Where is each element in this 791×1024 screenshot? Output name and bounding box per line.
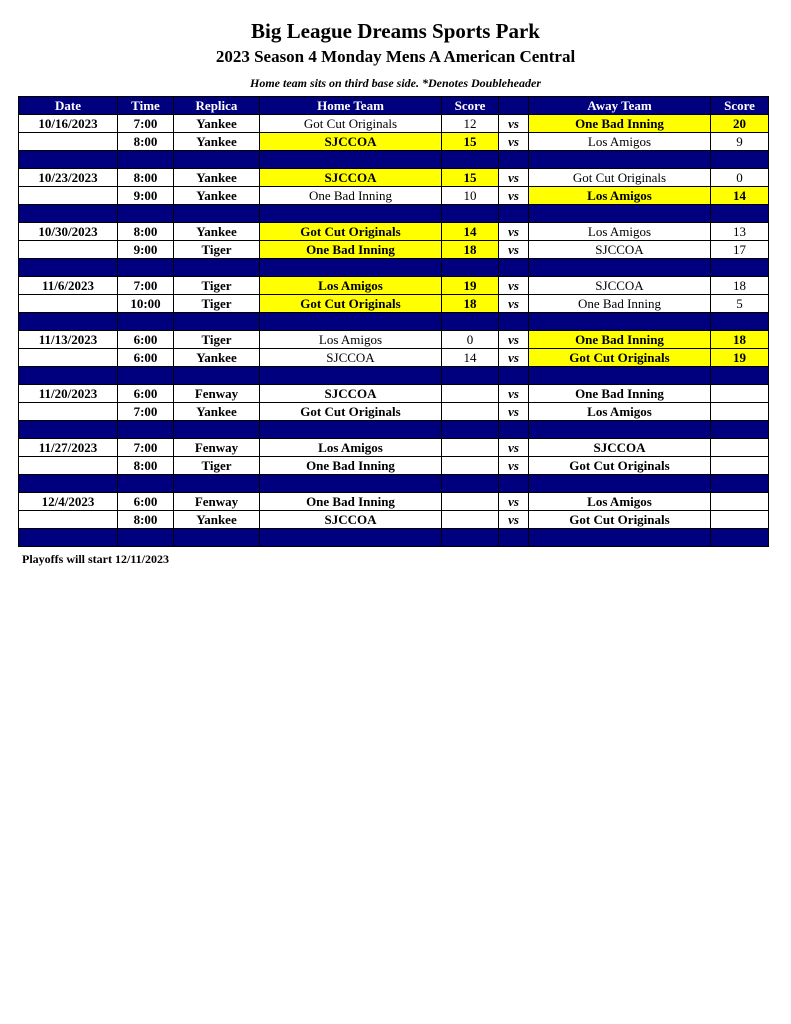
game-row [19,169,769,187]
date-cell [19,349,118,367]
time-cell: 7:00 [118,115,174,133]
away-team-cell: Los Amigos [529,187,711,205]
separator-cell [260,421,442,439]
separator-cell [529,205,711,223]
away-score-cell: 19 [711,349,769,367]
replica-cell: Yankee [174,169,260,187]
home-score-cell [442,457,499,475]
home-team-cell: Got Cut Originals [260,295,442,313]
home-score-cell [442,493,499,511]
week-separator-row [19,205,769,223]
separator-cell [19,313,118,331]
home-score-cell: 19 [442,277,499,295]
away-score-cell: 5 [711,295,769,313]
date-cell [19,403,118,421]
separator-cell [711,529,769,547]
date-cell [19,295,118,313]
separator-cell [118,475,174,493]
home-team-cell: SJCCOA [260,169,442,187]
game-row [19,439,769,457]
playoffs-note: Playoffs will start 12/11/2023 [22,552,169,566]
home-score-cell: 14 [442,223,499,241]
separator-cell [19,367,118,385]
time-cell: 8:00 [118,169,174,187]
date-cell [19,133,118,151]
date-cell [19,241,118,259]
replica-cell: Fenway [174,493,260,511]
home-score-cell: 0 [442,331,499,349]
col-header-home-team: Home Team [260,97,442,115]
separator-cell [19,421,118,439]
schedule-note: Home team sits on third base side. *Denotes Doubleheader [250,76,541,90]
separator-cell [442,529,499,547]
away-team-cell: One Bad Inning [529,385,711,403]
header-row [19,97,769,115]
away-score-cell: 9 [711,133,769,151]
time-cell: 10:00 [118,295,174,313]
replica-cell: Tiger [174,241,260,259]
separator-cell [499,205,529,223]
separator-cell [260,151,442,169]
separator-cell [174,259,260,277]
game-row [19,115,769,133]
away-score-cell: 17 [711,241,769,259]
away-score-cell [711,385,769,403]
replica-cell: Tiger [174,457,260,475]
separator-cell [529,475,711,493]
separator-cell [529,259,711,277]
time-cell: 6:00 [118,331,174,349]
home-team-cell: One Bad Inning [260,457,442,475]
away-score-cell [711,457,769,475]
separator-cell [711,421,769,439]
date-cell [19,457,118,475]
replica-cell: Yankee [174,349,260,367]
away-score-cell: 0 [711,169,769,187]
date-cell: 11/27/2023 [19,439,118,457]
separator-cell [529,151,711,169]
away-team-cell: SJCCOA [529,439,711,457]
vs-cell: vs [499,241,529,259]
separator-cell [529,367,711,385]
separator-cell [711,313,769,331]
separator-cell [499,151,529,169]
home-team-cell: Los Amigos [260,277,442,295]
home-score-cell [442,439,499,457]
separator-cell [118,313,174,331]
vs-cell: vs [499,493,529,511]
replica-cell: Tiger [174,331,260,349]
home-score-cell: 14 [442,349,499,367]
week-separator-row [19,475,769,493]
separator-cell [118,367,174,385]
separator-cell [442,151,499,169]
away-team-cell: Los Amigos [529,493,711,511]
away-team-cell: One Bad Inning [529,331,711,349]
separator-cell [174,151,260,169]
separator-cell [442,313,499,331]
home-team-cell: SJCCOA [260,133,442,151]
home-team-cell: One Bad Inning [260,187,442,205]
separator-cell [529,421,711,439]
away-score-cell [711,403,769,421]
date-cell [19,511,118,529]
col-header-away-score: Score [711,97,769,115]
schedule-table [18,96,769,547]
separator-cell [260,259,442,277]
vs-cell: vs [499,187,529,205]
date-cell: 10/30/2023 [19,223,118,241]
vs-cell: vs [499,349,529,367]
vs-cell: vs [499,295,529,313]
home-team-cell: Los Amigos [260,439,442,457]
vs-cell: vs [499,403,529,421]
separator-cell [118,205,174,223]
away-score-cell [711,493,769,511]
col-header-away-team: Away Team [529,97,711,115]
col-header-time: Time [118,97,174,115]
schedule-body [19,115,769,547]
away-team-cell: Los Amigos [529,133,711,151]
separator-cell [174,475,260,493]
separator-cell [711,367,769,385]
game-row [19,241,769,259]
game-row [19,331,769,349]
game-row [19,295,769,313]
separator-cell [19,475,118,493]
game-row [19,223,769,241]
separator-cell [499,529,529,547]
time-cell: 6:00 [118,493,174,511]
separator-cell [118,529,174,547]
page-title: Big League Dreams Sports Park [251,19,540,43]
separator-cell [174,421,260,439]
time-cell: 6:00 [118,349,174,367]
separator-cell [260,205,442,223]
separator-cell [711,151,769,169]
replica-cell: Yankee [174,133,260,151]
separator-cell [499,475,529,493]
time-cell: 7:00 [118,277,174,295]
game-row [19,511,769,529]
separator-cell [118,151,174,169]
week-separator-row [19,151,769,169]
away-team-cell: One Bad Inning [529,115,711,133]
replica-cell: Yankee [174,115,260,133]
home-score-cell [442,511,499,529]
replica-cell: Tiger [174,277,260,295]
home-team-cell: One Bad Inning [260,493,442,511]
replica-cell: Yankee [174,511,260,529]
separator-cell [499,421,529,439]
time-cell: 8:00 [118,133,174,151]
date-cell [19,187,118,205]
home-score-cell: 12 [442,115,499,133]
vs-cell: vs [499,439,529,457]
separator-cell [529,313,711,331]
vs-cell: vs [499,457,529,475]
separator-cell [19,205,118,223]
replica-cell: Tiger [174,295,260,313]
vs-cell: vs [499,511,529,529]
separator-cell [499,259,529,277]
col-header-vs [499,97,529,115]
vs-cell: vs [499,331,529,349]
away-team-cell: Los Amigos [529,403,711,421]
date-cell: 11/20/2023 [19,385,118,403]
replica-cell: Fenway [174,385,260,403]
game-row [19,385,769,403]
away-score-cell [711,439,769,457]
separator-cell [19,529,118,547]
game-row [19,187,769,205]
week-separator-row [19,367,769,385]
home-team-cell: Got Cut Originals [260,115,442,133]
game-row [19,133,769,151]
away-team-cell: One Bad Inning [529,295,711,313]
away-team-cell: Got Cut Originals [529,457,711,475]
date-cell: 12/4/2023 [19,493,118,511]
col-header-replica: Replica [174,97,260,115]
time-cell: 7:00 [118,439,174,457]
home-score-cell: 15 [442,133,499,151]
away-team-cell: SJCCOA [529,241,711,259]
away-team-cell: Got Cut Originals [529,511,711,529]
home-team-cell: SJCCOA [260,349,442,367]
separator-cell [529,529,711,547]
separator-cell [499,367,529,385]
time-cell: 6:00 [118,385,174,403]
replica-cell: Yankee [174,187,260,205]
separator-cell [174,205,260,223]
vs-cell: vs [499,223,529,241]
away-team-cell: Got Cut Originals [529,169,711,187]
vs-cell: vs [499,385,529,403]
home-team-cell: One Bad Inning [260,241,442,259]
vs-cell: vs [499,277,529,295]
away-team-cell: SJCCOA [529,277,711,295]
away-score-cell: 20 [711,115,769,133]
col-header-home-score: Score [442,97,499,115]
date-cell: 10/16/2023 [19,115,118,133]
vs-cell: vs [499,169,529,187]
separator-cell [174,367,260,385]
separator-cell [260,313,442,331]
separator-cell [260,529,442,547]
away-score-cell [711,511,769,529]
home-score-cell: 18 [442,295,499,313]
game-row [19,403,769,421]
separator-cell [442,205,499,223]
home-score-cell: 15 [442,169,499,187]
replica-cell: Yankee [174,223,260,241]
separator-cell [711,205,769,223]
separator-cell [499,313,529,331]
week-separator-row [19,313,769,331]
separator-cell [174,313,260,331]
separator-cell [260,475,442,493]
separator-cell [118,259,174,277]
home-team-cell: Got Cut Originals [260,223,442,241]
time-cell: 9:00 [118,187,174,205]
col-header-date: Date [19,97,118,115]
time-cell: 8:00 [118,511,174,529]
date-cell: 11/6/2023 [19,277,118,295]
separator-cell [19,259,118,277]
replica-cell: Fenway [174,439,260,457]
away-team-cell: Los Amigos [529,223,711,241]
separator-cell [711,475,769,493]
replica-cell: Yankee [174,403,260,421]
date-cell: 11/13/2023 [19,331,118,349]
week-separator-row [19,259,769,277]
date-cell: 10/23/2023 [19,169,118,187]
time-cell: 9:00 [118,241,174,259]
game-row [19,277,769,295]
separator-cell [442,367,499,385]
home-team-cell: Got Cut Originals [260,403,442,421]
page-subtitle: 2023 Season 4 Monday Mens A American Central [215,47,576,66]
game-row [19,493,769,511]
away-score-cell: 14 [711,187,769,205]
separator-cell [174,529,260,547]
home-score-cell: 18 [442,241,499,259]
game-row [19,457,769,475]
home-team-cell: SJCCOA [260,385,442,403]
game-row [19,349,769,367]
home-score-cell: 10 [442,187,499,205]
home-score-cell [442,403,499,421]
separator-cell [442,259,499,277]
vs-cell: vs [499,115,529,133]
week-separator-row [19,529,769,547]
time-cell: 8:00 [118,457,174,475]
week-separator-row [19,421,769,439]
separator-cell [19,151,118,169]
home-team-cell: SJCCOA [260,511,442,529]
separator-cell [118,421,174,439]
separator-cell [442,421,499,439]
home-score-cell [442,385,499,403]
vs-cell: vs [499,133,529,151]
away-team-cell: Got Cut Originals [529,349,711,367]
away-score-cell: 18 [711,277,769,295]
separator-cell [260,367,442,385]
home-team-cell: Los Amigos [260,331,442,349]
time-cell: 7:00 [118,403,174,421]
separator-cell [711,259,769,277]
time-cell: 8:00 [118,223,174,241]
away-score-cell: 13 [711,223,769,241]
separator-cell [442,475,499,493]
away-score-cell: 18 [711,331,769,349]
